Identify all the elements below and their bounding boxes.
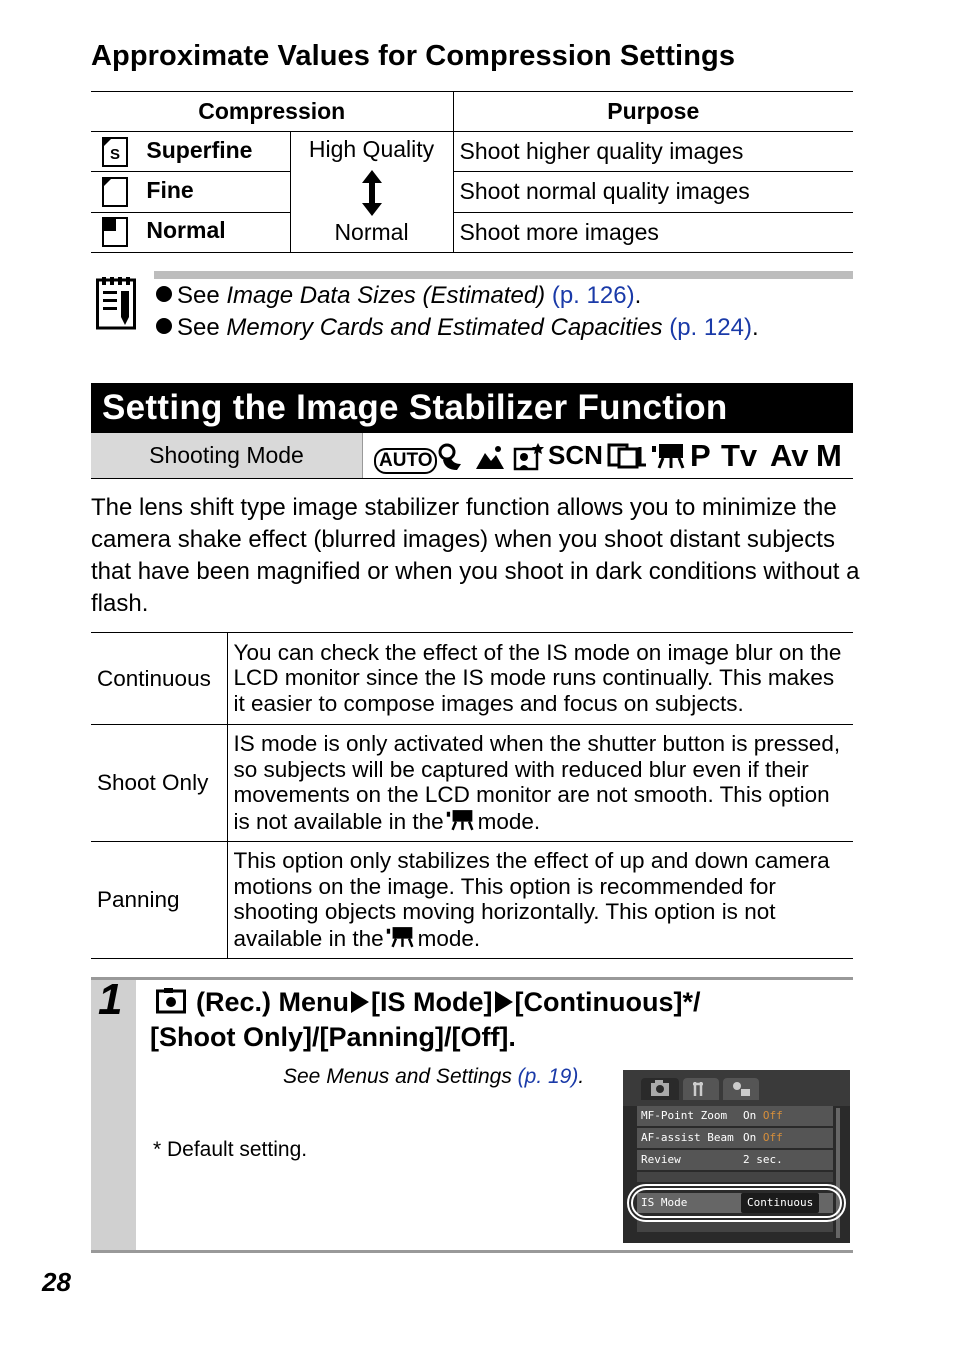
is-option-name: Continuous <box>91 633 227 725</box>
compression-name: Normal <box>146 217 226 244</box>
scn-mode-icon: SCN <box>548 440 603 470</box>
lcd-tab-bar <box>623 1070 850 1106</box>
note-bar <box>154 271 853 279</box>
page-link-124[interactable]: (p. 124) <box>669 314 752 341</box>
m-mode-icon: M <box>816 438 842 473</box>
setup-icon <box>683 1078 719 1100</box>
col-purpose-header: Purpose <box>453 92 853 132</box>
is-option-desc: You can check the effect of the IS mode on image blur on the LCD monitor since the IS mode runs continually. This makes it easier to compose images and focus on subjects. <box>227 633 853 725</box>
see-period: . <box>578 1065 585 1088</box>
purpose-cell: Shoot more images <box>453 212 853 252</box>
shooting-mode-row <box>91 433 853 479</box>
note-text: See <box>177 282 227 309</box>
stitch-assist-icon <box>607 443 647 469</box>
lcd-menu-row <box>637 1128 833 1148</box>
lcd-highlight-ring-inner <box>631 1188 842 1218</box>
bullet-icon <box>156 286 172 302</box>
my-camera-icon <box>723 1078 759 1100</box>
lcd-menu-row-partial <box>637 1172 833 1182</box>
lcd-menu-row <box>637 1106 833 1126</box>
note-text: See <box>177 314 227 341</box>
p-mode-icon: P <box>690 438 711 473</box>
auto-mode-icon <box>374 443 437 474</box>
lcd-selected-value: Continuous <box>741 1193 819 1213</box>
rec-menu-label: (Rec.) Menu <box>196 987 350 1017</box>
arrow-right-icon <box>351 991 369 1013</box>
night-scene-icon <box>513 441 545 471</box>
bullet-icon <box>156 318 172 334</box>
landscape-mode-icon <box>474 443 506 471</box>
lcd-row-label: Review <box>641 1153 681 1166</box>
section-title: Setting the Image Stabilizer Function <box>91 383 853 433</box>
normal-icon <box>102 217 128 247</box>
superfine-icon <box>102 137 128 167</box>
see-text: See Menus and Settings <box>283 1065 518 1088</box>
lcd-off: Off <box>762 1131 783 1144</box>
tv-mode-icon: Tv <box>721 438 758 473</box>
auto-mode-label: AUTO <box>374 448 437 474</box>
table-row <box>91 725 853 842</box>
camera-icon <box>641 1078 679 1100</box>
purpose-cell: Shoot higher quality images <box>453 132 853 172</box>
rec-menu-icon <box>156 988 186 1014</box>
note-title: Image Data Sizes (Estimated) <box>226 282 546 309</box>
table-row <box>91 633 853 725</box>
movie-mode-icon <box>446 808 474 832</box>
shooting-mode-label: Shooting Mode <box>91 433 362 478</box>
movie-mode-icon <box>651 442 685 470</box>
compression-name: Fine <box>146 177 194 204</box>
desc-text: IS mode is only activated when the shutter button is pressed, so subjects will be captured with reduced blur even if their movements on the LCD monitor are not smooth. This option is not available in the <box>233 731 841 834</box>
fine-icon <box>102 177 128 207</box>
page-link-126[interactable]: (p. 126) <box>551 282 635 309</box>
lcd-row-label: IS Mode <box>641 1196 688 1209</box>
step-number: 1 <box>98 975 123 1024</box>
desc-text: mode. <box>417 925 481 951</box>
heading-compression: Approximate Values for Compression Settings <box>91 40 736 72</box>
is-option-name: Shoot Only <box>91 725 227 842</box>
is-option-desc <box>227 842 853 959</box>
quality-normal-label: Normal <box>334 219 409 245</box>
lcd-menu-row <box>637 1150 833 1170</box>
see-menus-note <box>283 1065 584 1089</box>
double-arrow-icon <box>361 170 383 216</box>
svg-text:S: S <box>109 145 121 163</box>
movie-mode-icon <box>386 925 414 949</box>
page-number: 28 <box>42 1267 71 1297</box>
table-row <box>91 172 853 212</box>
note-line-2 <box>156 314 759 342</box>
options-label-2: [Shoot Only]/[Panning]/[Off]. <box>150 1022 516 1052</box>
step-instruction <box>150 985 850 1055</box>
lcd-on: On <box>743 1109 757 1122</box>
table-row <box>91 842 853 959</box>
col-compression-header: Compression <box>91 92 453 132</box>
table-row <box>91 132 853 172</box>
note-line-1 <box>156 282 641 310</box>
portrait-mode-icon <box>435 442 465 472</box>
lcd-tab-setup <box>683 1078 719 1100</box>
note-title: Memory Cards and Estimated Capacities <box>226 314 663 341</box>
compression-table <box>91 91 853 253</box>
lcd-off: Off <box>762 1109 783 1122</box>
quality-high-label: High Quality <box>308 136 435 162</box>
lcd-tab-rec <box>641 1078 679 1100</box>
is-mode-table <box>91 632 853 959</box>
lcd-tab-my-camera <box>723 1078 759 1100</box>
arrow-right-icon <box>495 991 513 1013</box>
desc-text: mode. <box>477 808 541 834</box>
lcd-on: On <box>743 1131 757 1144</box>
lcd-row-label: MF-Point Zoom <box>641 1109 728 1122</box>
av-mode-icon: Av <box>770 438 809 473</box>
is-option-name: Panning <box>91 842 227 959</box>
memo-icon <box>96 277 138 331</box>
page-link-19[interactable]: (p. 19) <box>517 1065 579 1088</box>
purpose-cell: Shoot normal quality images <box>453 172 853 212</box>
note-period: . <box>634 282 642 309</box>
lcd-screenshot <box>623 1070 850 1243</box>
table-row <box>91 212 853 252</box>
intro-paragraph: The lens shift type image stabilizer function allows you to minimize the camera shake effect (blurred images) when you shoot distant subjects that have been magnified or when you shoot in dark conditions without a flash. <box>91 494 860 617</box>
options-label-1: [Continuous]*/ <box>514 987 701 1017</box>
note-period: . <box>751 314 759 341</box>
shooting-mode-icons <box>362 433 853 478</box>
lcd-row-label: AF-assist Beam <box>641 1131 734 1144</box>
desc-text: This option only stabilizes the effect of up and down camera motions on the image. This option is recommended for shooting objects moving horizontally. This option is not available in the <box>233 848 830 951</box>
is-option-desc <box>227 725 853 842</box>
is-mode-label: [IS Mode] <box>371 987 493 1017</box>
default-setting-note: * Default setting. <box>153 1138 308 1161</box>
compression-name: Superfine <box>146 136 253 163</box>
lcd-row-value: 2 sec. <box>743 1153 783 1166</box>
